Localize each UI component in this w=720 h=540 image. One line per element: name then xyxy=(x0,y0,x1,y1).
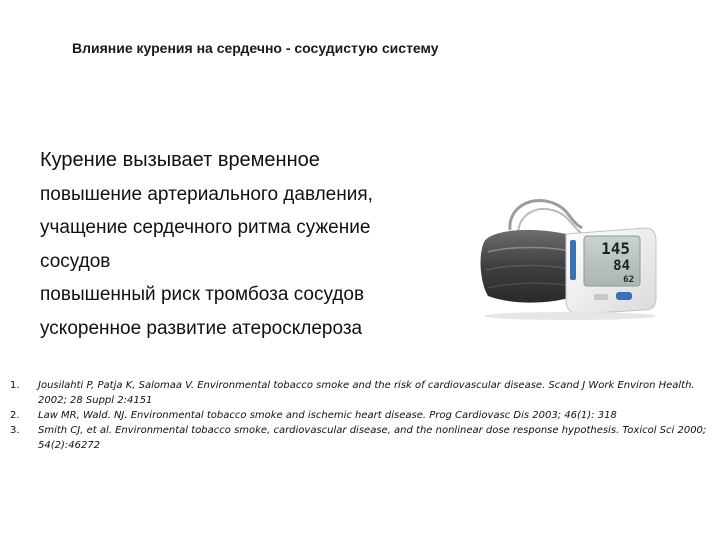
body-line: учащение сердечного ритма сужение xyxy=(40,217,371,239)
body-text xyxy=(40,144,440,346)
ref-number: 2. xyxy=(10,410,20,421)
monitor-accent xyxy=(570,240,576,280)
ref-text: Smith CJ, et al. Environmental tobacco smoke, cardiovascular disease, and the nonlinear dose response hypothesis. Toxicol Sci 2000; 54(2):46272 xyxy=(38,425,707,451)
list-item xyxy=(10,408,710,423)
body-line: Курение вызывает временное xyxy=(40,149,320,171)
monitor-button xyxy=(616,292,632,300)
shadow xyxy=(484,312,656,320)
ref-number: 1. xyxy=(10,380,20,391)
body-line: ускоренное развитие атеросклероза xyxy=(40,317,363,339)
ref-number: 3. xyxy=(10,425,20,436)
body-line: сосудов xyxy=(40,250,111,272)
body-line: повышение артериального давления, xyxy=(40,183,373,205)
list-item xyxy=(10,423,710,453)
ref-text: Jousilahti P, Patja K, Salomaa V. Environmental tobacco smoke and the risk of cardiovascular disease. Scand J Work Environ Health. 2002; 28 Suppl 2:4151 xyxy=(38,380,695,406)
tube xyxy=(510,200,582,230)
systolic-reading: 145 xyxy=(601,239,630,258)
diastolic-reading: 84 xyxy=(613,258,630,274)
pulse-reading: 62 xyxy=(623,275,634,285)
blood-pressure-monitor-image xyxy=(470,190,666,322)
body-line: повышенный риск тромбоза сосудов xyxy=(40,284,365,306)
list-item xyxy=(10,378,710,408)
ref-text: Law MR, Wald. NJ. Environmental tobacco smoke and ischemic heart disease. Prog Cardiovasc Dis 2003; 46(1): 318 xyxy=(38,410,617,421)
slide-title: Влияние курения на сердечно - сосудистую систему xyxy=(72,40,439,56)
reference-list xyxy=(10,378,710,453)
monitor-button xyxy=(594,294,608,300)
